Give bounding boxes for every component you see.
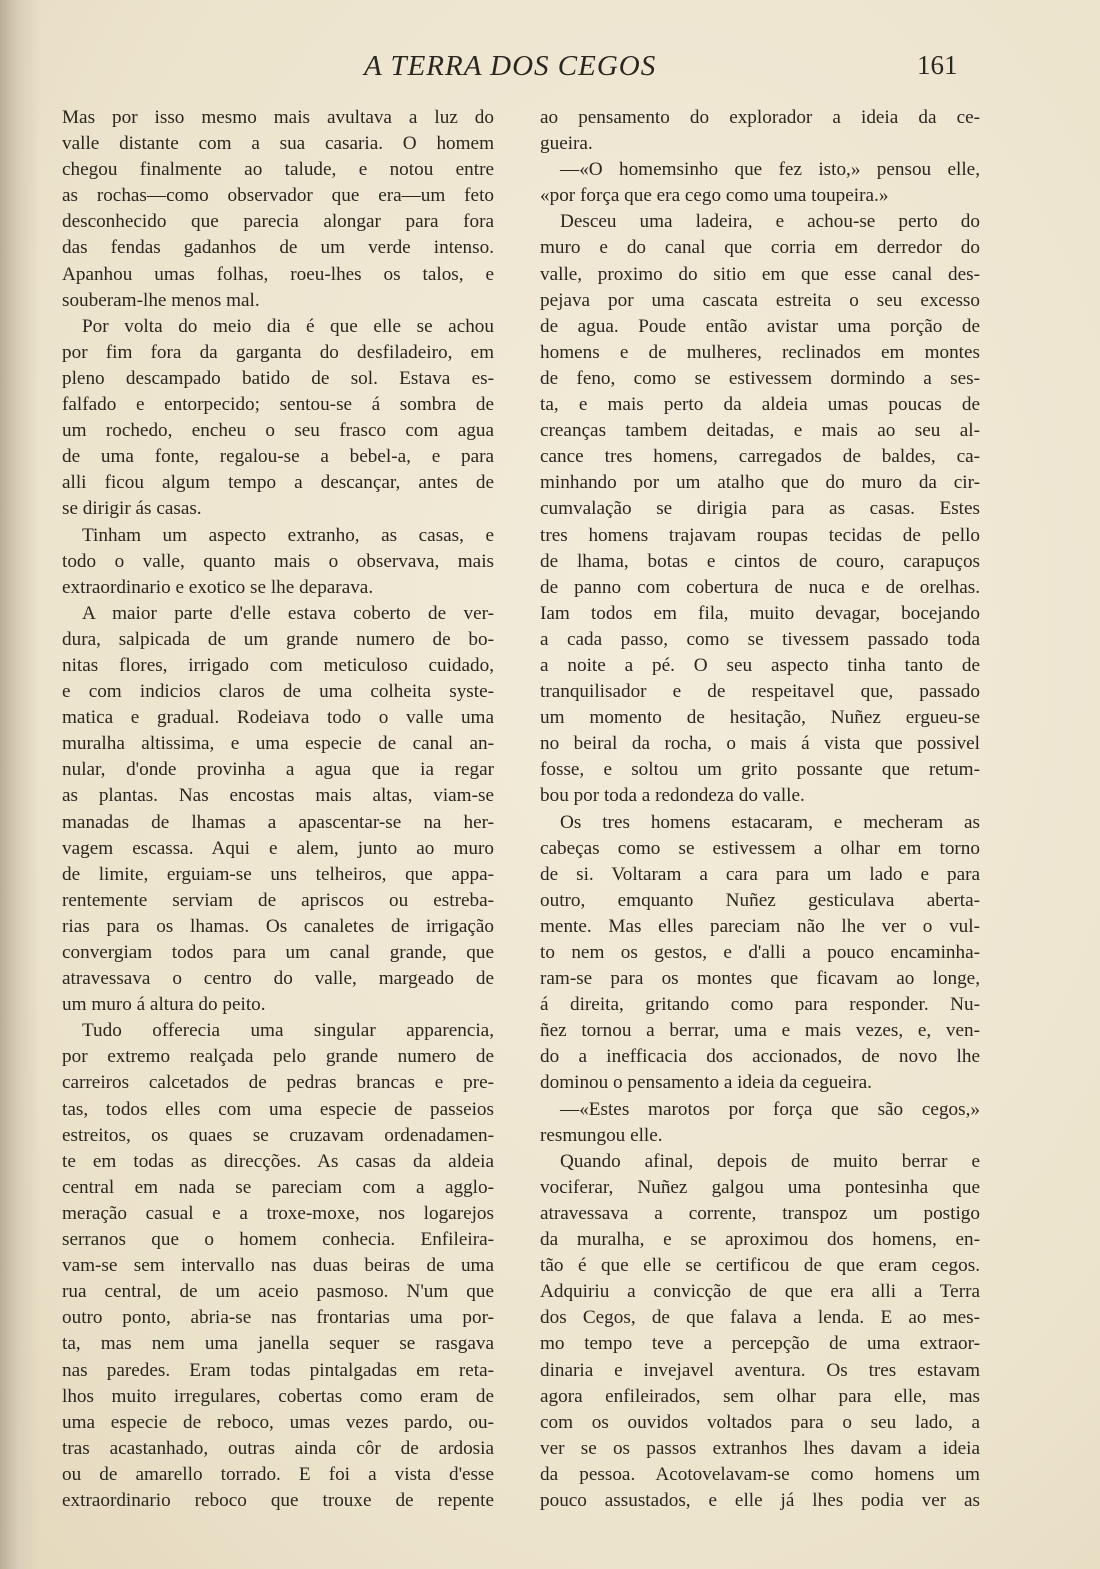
text-line: ou de amarello torrado. E foi a vista d'esse <box>62 1463 494 1485</box>
text-line: com os ouvidos voltados para o seu lado, a <box>540 1411 980 1433</box>
text-line: as rochas—como observador que era—um feto <box>62 185 494 207</box>
text-line: as plantas. Nas encostas mais altas, viam-se <box>62 785 494 807</box>
gutter-shadow <box>0 0 40 1569</box>
text-line: a noite a pé. O seu aspecto tinha tanto de <box>540 654 980 676</box>
text-line: e com indicios claros de uma colheita syste- <box>62 681 494 703</box>
text-line: convergiam todos para um canal grande, que <box>62 942 494 963</box>
text-line: outro, emquanto Nuñez gesticulava aberta- <box>540 889 980 911</box>
text-line: valle, proximo do sitio em que esse canal des- <box>540 263 980 285</box>
text-line: um momento de hesitação, Nuñez ergueu-se <box>540 707 980 729</box>
text-line: rentemente serviam de apriscos ou estreba- <box>62 889 494 911</box>
text-line: carreiros calcetados de pedras brancas e pre- <box>62 1072 494 1094</box>
text-line: homens e de mulheres, reclinados em montes <box>540 341 980 363</box>
text-line: outro ponto, abria-se nas frontarias uma por- <box>62 1307 494 1329</box>
text-line: Tudo offerecia uma singular apparencia, <box>82 1020 494 1042</box>
text-line: A maior parte d'elle estava coberto de ver- <box>82 602 494 624</box>
text-line: Apanhou umas folhas, roeu-lhes os talos, e <box>62 263 494 285</box>
text-line: pleno descampado batido de sol. Estava es- <box>62 367 494 389</box>
text-line: a cada passo, como se tivessem passado toda <box>540 628 980 650</box>
text-line: Mas por isso mesmo mais avultava a luz do <box>62 107 494 128</box>
left-text-column <box>62 105 494 1514</box>
text-line: atravessava a corrente, transpoz um postigo <box>540 1202 980 1224</box>
text-line: to nem os gestos, e d'alli a pouco encaminha- <box>540 942 980 963</box>
text-line: de panno com cobertura de nuca e de orelhas. <box>540 576 980 598</box>
text-line: da pessoa. Acotovelavam-se como homens um <box>540 1463 980 1485</box>
text-line: tres homens trajavam roupas tecidas de pello <box>540 524 980 546</box>
text-line: —«Estes marotos por força que são cegos,» <box>560 1098 980 1120</box>
text-line: extraordinario reboco que trouxe de repente <box>62 1489 494 1511</box>
text-line: alli ficou algum tempo a descançar, antes de <box>62 472 494 494</box>
text-line: falfado e entorpecido; sentou-se á sombra de <box>62 394 494 416</box>
text-line: um muro á altura do peito. <box>62 994 266 1016</box>
text-line: Quando afinal, depois de muito berrar e <box>560 1150 980 1172</box>
text-line: uma especie de reboco, umas vezes pardo, ou- <box>62 1411 494 1433</box>
text-line: Desceu uma ladeira, e achou-se perto do <box>560 211 980 233</box>
text-line: muro e do canal que corria em derredor do <box>540 237 980 259</box>
text-line: lhos muito irregulares, cobertas como eram de <box>62 1385 494 1407</box>
text-line: mente. Mas elles pareciam não lhe ver o vul- <box>540 915 980 937</box>
text-line: de uma fonte, regalou-se a bebel-a, e para <box>62 446 494 468</box>
text-line: agora enfileirados, sem olhar para elle, mas <box>540 1385 980 1407</box>
text-line: tranquilisador e de respeitavel que, passado <box>540 681 980 703</box>
text-line: souberam-lhe menos mal. <box>62 289 260 311</box>
text-line: estreitos, os quaes se cruzavam ordenadamen- <box>62 1124 494 1146</box>
text-line: vagem escassa. Aqui e alem, junto ao muro <box>62 837 494 859</box>
text-line: de si. Voltaram a cara para um lado e para <box>540 863 980 885</box>
text-line: ñez tornou a berrar, uma e mais vezes, e, ven- <box>540 1020 980 1042</box>
text-line: bou por toda a redondeza do valle. <box>540 785 805 807</box>
text-line: de lhama, botas e cintos de couro, carapuços <box>540 550 980 572</box>
text-line: dos Cegos, de que falava a lenda. E ao mes- <box>540 1307 980 1329</box>
text-line: Os tres homens estacaram, e mecheram as <box>560 811 980 833</box>
text-line: dura, salpicada de um grande numero de bo- <box>62 628 494 650</box>
text-line: Por volta do meio dia é que elle se achou <box>82 315 494 337</box>
text-line: de limite, erguiam-se uns telheiros, que appa- <box>62 863 494 885</box>
text-line: ao pensamento do explorador a ideia da ce- <box>540 107 980 128</box>
text-line: serranos que o homem conhecia. Enfileira- <box>62 1229 494 1251</box>
text-line: creanças tambem deitadas, e mais ao seu al- <box>540 420 980 442</box>
page-header <box>0 44 1100 88</box>
text-line: te em todas as direcções. As casas da aldeia <box>62 1150 494 1172</box>
text-line: se dirigir ás casas. <box>62 498 202 520</box>
text-line: de feno, como se estivessem dormindo a ses- <box>540 367 980 389</box>
text-line: gueira. <box>540 133 593 155</box>
text-line: um rochedo, encheu o seu frasco com agua <box>62 420 494 442</box>
text-line: nitas flores, irrigado com meticuloso cuidado, <box>62 654 494 676</box>
text-line: dominou o pensamento a ideia da cegueira. <box>540 1072 872 1094</box>
text-line: Adquiriu a convicção de que era alli a Terra <box>540 1281 980 1303</box>
text-line: muralha altissima, e uma especie de canal an- <box>62 733 494 755</box>
text-line: Iam todos em fila, muito devagar, bocejando <box>540 602 980 624</box>
text-line: valle distante com a sua casaria. O homem <box>62 133 494 155</box>
text-line: de agua. Poude então avistar uma porção de <box>540 315 980 337</box>
text-line: todo o valle, quanto mais o observava, mais <box>62 550 494 572</box>
text-line: tão é que elle se certificou de que eram cegos. <box>540 1255 980 1277</box>
text-line: fosse, e soltou um grito possante que retum- <box>540 759 980 781</box>
text-line: no beiral da rocha, o mais á vista que possivel <box>540 733 980 755</box>
text-line: ram-se para os montes que ficavam ao longe, <box>540 968 980 990</box>
text-line: meração casual e a troxe-moxe, nos logarejos <box>62 1202 494 1224</box>
running-title: A TERRA DOS CEGOS <box>364 50 657 82</box>
page-number: 161 <box>917 50 958 80</box>
text-line: das fendas gadanhos de um verde intenso. <box>62 237 494 259</box>
text-line: pouco assustados, e elle já lhes podia ver as <box>540 1489 980 1511</box>
text-line: rua central, de um aceio pasmoso. N'um que <box>62 1281 494 1303</box>
text-line: nas paredes. Eram todas pintalgadas em reta- <box>62 1359 494 1381</box>
text-line: chegou finalmente ao talude, e notou entre <box>62 159 494 181</box>
text-line: tas, todos elles com uma especie de passeios <box>62 1098 494 1120</box>
text-line: do a inefficacia dos accionados, de novo lhe <box>540 1046 980 1068</box>
text-line: por fim fora da garganta do desfiladeiro, em <box>62 341 494 363</box>
text-line: atravessava o centro do valle, margeado de <box>62 968 494 990</box>
text-line: cabeças como se estivessem a olhar em torno <box>540 837 980 859</box>
text-line: pejava por uma cascata estreita o seu excesso <box>540 289 980 311</box>
text-line: vam-se sem intervallo nas duas beiras de uma <box>62 1255 494 1277</box>
text-line: mo tempo teve a percepção de uma extraor- <box>540 1333 980 1355</box>
text-line: resmungou elle. <box>540 1124 663 1146</box>
text-line: cance tres homens, carregados de baldes, ca- <box>540 446 980 468</box>
text-line: minhando por um atalho que do muro da cir- <box>540 472 980 494</box>
text-line: manadas de lhamas a apascentar-se na her- <box>62 811 494 833</box>
text-line: rias para os lhamas. Os canaletes de irrigação <box>62 915 494 937</box>
text-line: dinaria e invejavel aventura. Os tres estavam <box>540 1359 980 1381</box>
text-line: matica e gradual. Rodeiava todo o valle uma <box>62 707 494 729</box>
text-line: ta, mas nem uma janella sequer se rasgava <box>62 1333 494 1355</box>
text-line: vociferar, Nuñez galgou uma pontesinha que <box>540 1176 980 1198</box>
text-line: —«O homemsinho que fez isto,» pensou elle, <box>560 159 980 181</box>
text-line: desconhecido que parecia alongar para fora <box>62 211 494 233</box>
text-line: Tinham um aspecto extranho, as casas, e <box>82 524 494 546</box>
text-line: extraordinario e exotico se lhe deparava. <box>62 576 374 598</box>
text-line: «por força que era cego como uma toupeira.» <box>540 185 889 207</box>
text-line: por extremo realçada pelo grande numero de <box>62 1046 494 1068</box>
text-line: nular, d'onde provinha a agua que ia regar <box>62 759 494 781</box>
text-line: ta, e mais perto da aldeia umas poucas de <box>540 394 980 416</box>
text-line: ver se os passos extranhos lhes davam a ideia <box>540 1437 980 1459</box>
text-line: da muralha, e se aproximou dos homens, en- <box>540 1229 980 1251</box>
text-line: tras acastanhado, outras ainda côr de ardosia <box>62 1437 494 1459</box>
text-line: central em nada se pareciam com a agglo- <box>62 1176 494 1198</box>
text-line: á direita, gritando como para responder. Nu- <box>540 994 980 1016</box>
right-text-column <box>540 105 980 1514</box>
text-line: cumvalação se dirigia para as casas. Estes <box>540 498 980 520</box>
